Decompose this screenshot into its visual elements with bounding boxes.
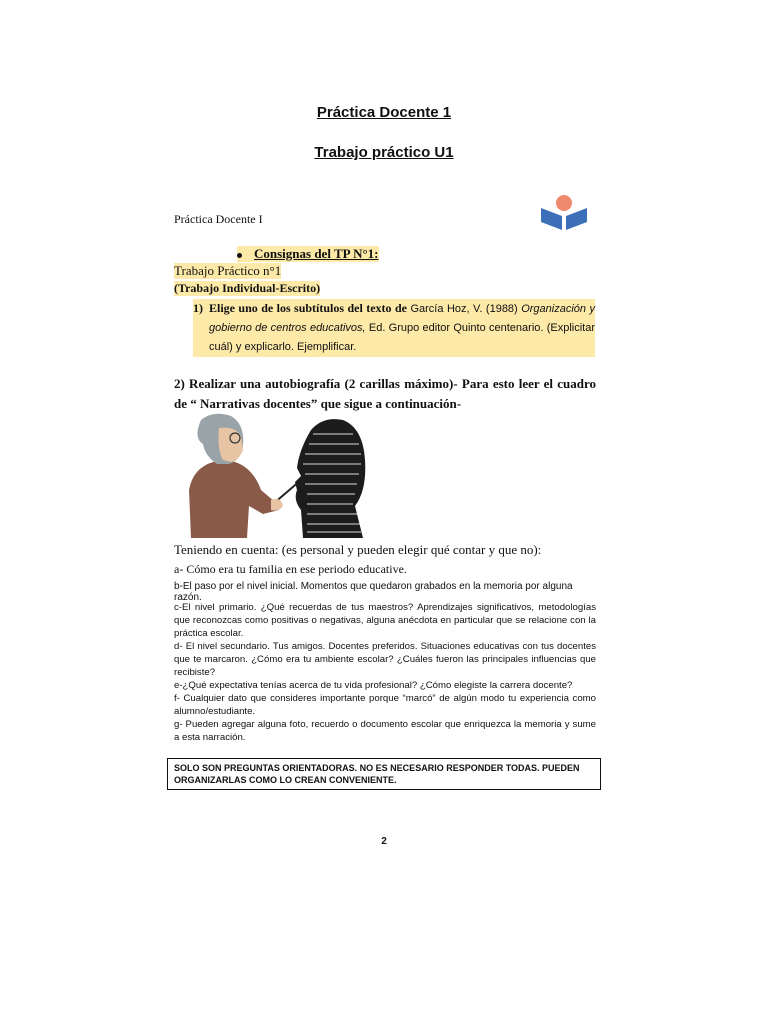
tp-subtitle: (Trabajo Individual-Escrito): [174, 281, 321, 295]
item-a: a- Cómo era tu familia en ese periodo educative.: [174, 562, 407, 576]
item-d: d- El nivel secundario. Tus amigos. Docentes preferidos. Situaciones educativas con tus docentes que te marcaron. ¿Cómo era tu ambiente escolar? ¿Cuáles fueron las principales influencias que recibiste?: [174, 641, 596, 678]
bullet-icon: [237, 253, 242, 258]
item-1-number: 1): [193, 301, 203, 315]
teacher-illustration-image: [183, 410, 369, 538]
item-2: 2) Realizar una autobiografía (2 carillas máximo)- Para esto leer el cuadro de “ Narrativas docentes” que sigue a continuación-: [174, 376, 596, 411]
page-subtitle: Trabajo práctico U1: [314, 144, 454, 161]
document-header: Práctica Docente I: [174, 212, 263, 226]
questions-block: [174, 601, 596, 744]
tp-line: Trabajo Práctico n°1: [174, 263, 282, 278]
page-number: 2: [381, 836, 387, 847]
consignas-heading: Consignas del TP N°1:: [237, 246, 379, 262]
item-1: [193, 299, 595, 357]
item-b: b-El paso por el nivel inicial. Momentos que quedaron grabados en la memoria por alguna razón.: [174, 581, 573, 603]
book-logo-icon: [538, 194, 590, 232]
item-g: g- Pueden agregar alguna foto, recuerdo o documento escolar que enriquezca la memoria y sume a esta narración.: [174, 719, 596, 743]
page-title: Práctica Docente 1: [316, 104, 452, 121]
note-box: SOLO SON PREGUNTAS ORIENTADORAS. NO ES NECESARIO RESPONDER TODAS. PUEDEN ORGANIZARLAS COMO LO CREAN CONVENIENTE.: [167, 758, 601, 790]
item-1-text: Elige uno de los subtítulos del texto de García Hoz, V. (1988) Organización y gobierno de centros educativos, Ed. Grupo editor Quinto centenario. (Explicitar cuál) y explicarlo. Ejemplificar.: [193, 299, 595, 357]
item-e: e-¿Qué expectativa tenías acerca de tu vida profesional? ¿Cómo elegiste la carrera docente?: [174, 680, 573, 691]
item-f: f- Cualquier dato que consideres importante porque “marcó” de algún modo tu experiencia como alumno/estudiante.: [174, 693, 596, 717]
teniendo-en-cuenta: Teniendo en cuenta: (es personal y pueden elegir qué contar y que no):: [174, 542, 542, 557]
item-c: c-El nivel primario. ¿Qué recuerdas de tus maestros? Aprendizajes significativos, metodologías que reconozcas como positivas o negativas, alguna anécdota en particular que se relacione con la práctica escolar.: [174, 602, 596, 639]
